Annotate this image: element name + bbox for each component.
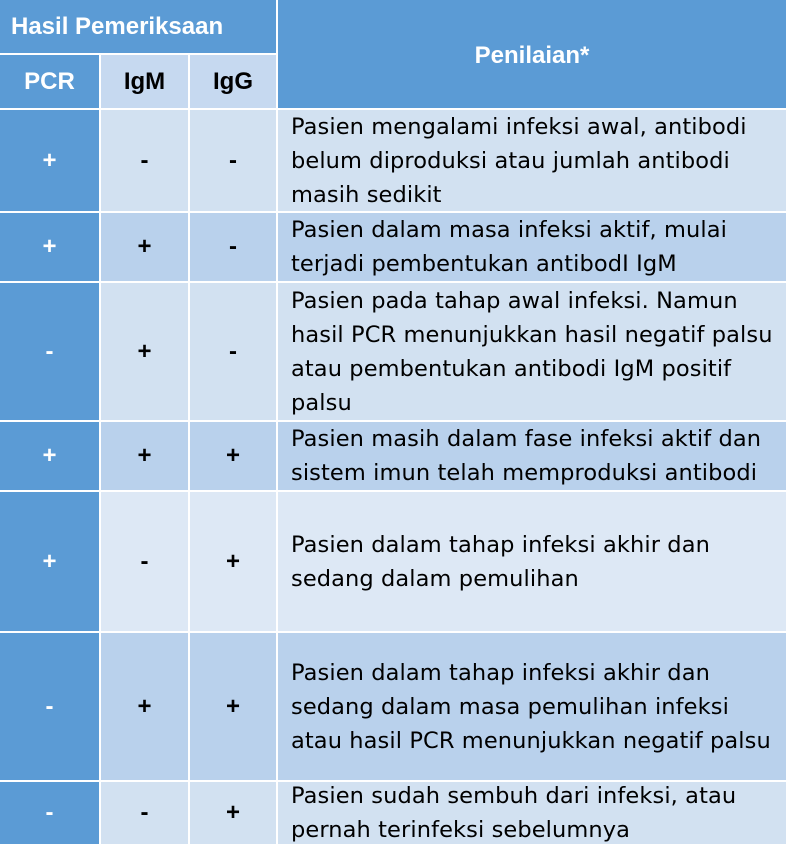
row-2-assessment: Pasien dalam masa infeksi aktif, mulai terjadi pembentukan antibodI IgM (278, 213, 786, 283)
row-1-assessment: Pasien mengalami infeksi awal, antibodi belum diproduksi atau jumlah antibodi masih sedikit (278, 110, 786, 213)
group-header-test-results: Hasil Pemeriksaan (0, 0, 278, 55)
row-3-pcr: - (0, 283, 101, 422)
row-3-assessment: Pasien pada tahap awal infeksi. Namun hasil PCR menunjukkan hasil negatif palsu atau pembentukan antibodi IgM positif palsu (278, 283, 786, 422)
row-4-assessment: Pasien masih dalam fase infeksi aktif dan sistem imun telah memproduksi antibodi (278, 422, 786, 492)
column-header-igg: IgG (190, 55, 278, 110)
row-4-pcr: + (0, 422, 101, 492)
row-5-pcr: + (0, 492, 101, 633)
row-3-igg: - (190, 283, 278, 422)
row-2-igg: - (190, 213, 278, 283)
row-3-igm: + (101, 283, 190, 422)
row-7-pcr: - (0, 782, 101, 846)
row-6-assessment: Pasien dalam tahap infeksi akhir dan sedang dalam masa pemulihan infeksi atau hasil PCR menunjukkan negatif palsu (278, 633, 786, 782)
row-1-igg: - (190, 110, 278, 213)
row-5-igm: - (101, 492, 190, 633)
row-6-igm: + (101, 633, 190, 782)
column-header-pcr: PCR (0, 55, 101, 110)
row-5-igg: + (190, 492, 278, 633)
column-header-igm: IgM (101, 55, 190, 110)
row-4-igm: + (101, 422, 190, 492)
row-6-pcr: - (0, 633, 101, 782)
row-1-igm: - (101, 110, 190, 213)
row-7-igm: - (101, 782, 190, 846)
row-4-igg: + (190, 422, 278, 492)
row-2-pcr: + (0, 213, 101, 283)
row-5-assessment: Pasien dalam tahap infeksi akhir dan sedang dalam pemulihan (278, 492, 786, 633)
header-assessment: Penilaian* (278, 0, 786, 110)
row-2-igm: + (101, 213, 190, 283)
row-7-assessment: Pasien sudah sembuh dari infeksi, atau pernah terinfeksi sebelumnya (278, 782, 786, 846)
row-6-igg: + (190, 633, 278, 782)
row-7-igg: + (190, 782, 278, 846)
row-1-pcr: + (0, 110, 101, 213)
